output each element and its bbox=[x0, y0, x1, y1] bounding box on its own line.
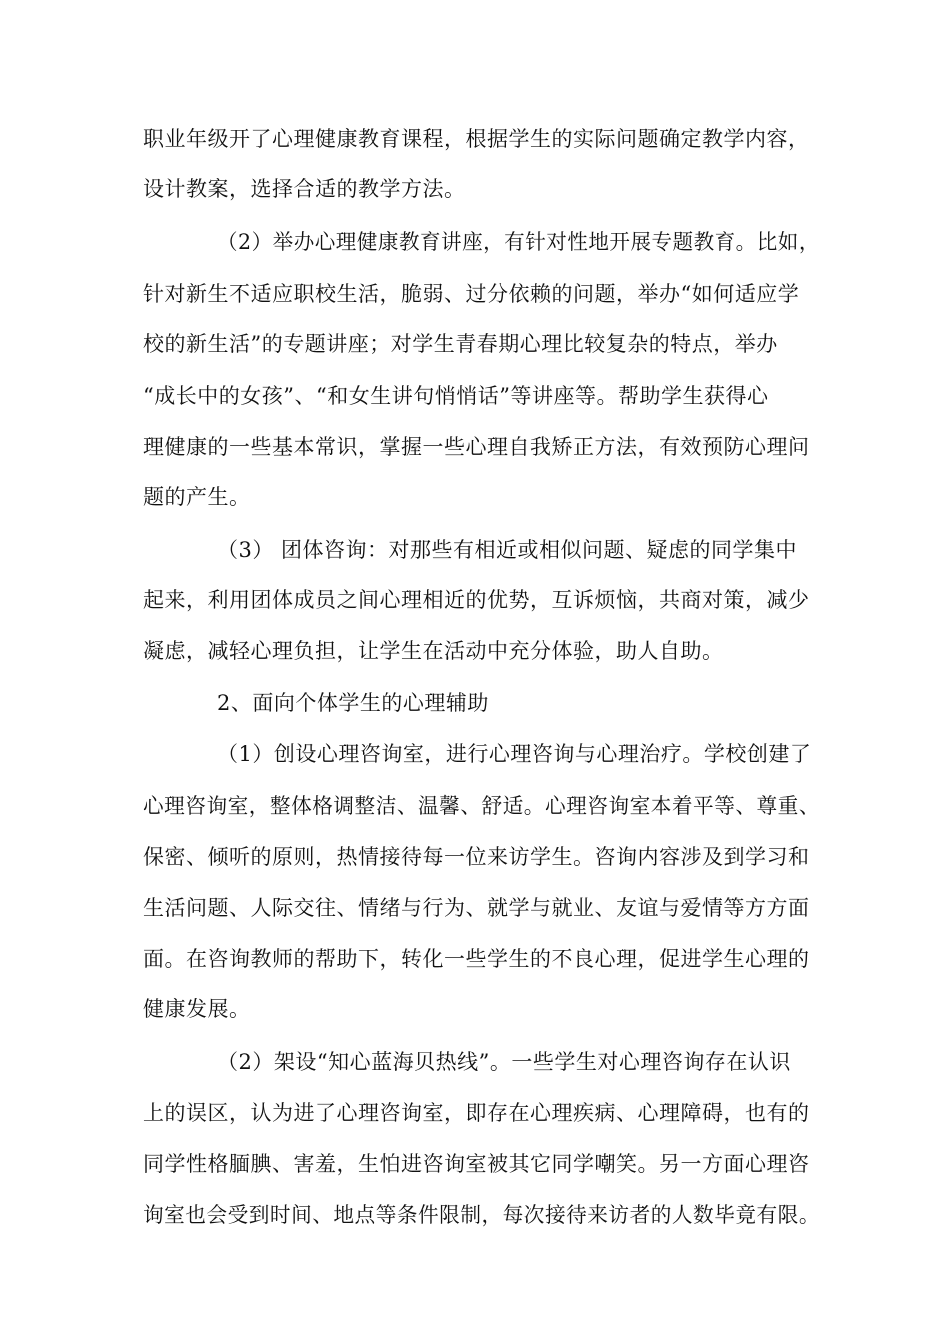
text-line: （1）创设心理咨询室，进行心理咨询与心理治疗。学校创建了 bbox=[217, 742, 812, 766]
text-line: 理健康的一些基本常识，掌握一些心理自我矫正方法，有效预防心理问 bbox=[143, 435, 810, 459]
text-line: 保密、倾听的原则，热情接待每一位来访学生。咨询内容涉及到学习和 bbox=[143, 845, 810, 869]
text-line: 询室也会受到时间、地点等条件限制，每次接待来访者的人数毕竟有限。 bbox=[143, 1203, 820, 1227]
text-line: 设计教案，选择合适的教学方法。 bbox=[143, 177, 466, 201]
text-line: 针对新生不适应职校生活，脆弱、过分依赖的问题，举办“如何适应学 bbox=[143, 282, 800, 306]
text-line: 面。在咨询教师的帮助下，转化一些学生的不良心理，促进学生心理的 bbox=[143, 947, 810, 971]
text-line: “成长中的女孩”、“和女生讲句悄悄话”等讲座等。帮助学生获得心 bbox=[143, 384, 769, 408]
text-line: 起来，利用团体成员之间心理相近的优势，互诉烦恼，共商对策，减少 bbox=[143, 588, 810, 612]
text-line: （2）举办心理健康教育讲座，有针对性地开展专题教育。比如， bbox=[217, 230, 820, 254]
text-line: 题的产生。 bbox=[143, 485, 251, 509]
text-line: 职业年级开了心理健康教育课程，根据学生的实际问题确定教学内容， bbox=[143, 127, 810, 151]
text-line: 生活问题、人际交往、情绪与行为、就学与就业、友谊与爱情等方方面 bbox=[143, 896, 810, 920]
section-heading: 2、面向个体学生的心理辅助 bbox=[217, 691, 489, 715]
text-line: 凝虑，减轻心理负担，让学生在活动中充分体验，助人自助。 bbox=[143, 639, 724, 663]
text-line: （3） 团体咨询：对那些有相近或相似问题、疑虑的同学集中 bbox=[217, 538, 798, 562]
text-line: 上的误区，认为进了心理咨询室，即存在心理疾病、心理障碍，也有的 bbox=[143, 1101, 810, 1125]
text-line: 心理咨询室，整体格调整洁、温馨、舒适。心理咨询室本着平等、尊重、 bbox=[143, 794, 820, 818]
text-line: 同学性格腼腆、害羞，生怕进咨询室被其它同学嘲笑。另一方面心理咨 bbox=[143, 1152, 810, 1176]
text-line: 健康发展。 bbox=[143, 997, 251, 1021]
text-line: （2）架设“知心蓝海贝热线”。一些学生对心理咨询存在认识 bbox=[217, 1050, 791, 1074]
text-line: 校的新生活”的专题讲座；对学生青春期心理比较复杂的特点，举办 bbox=[143, 332, 778, 356]
